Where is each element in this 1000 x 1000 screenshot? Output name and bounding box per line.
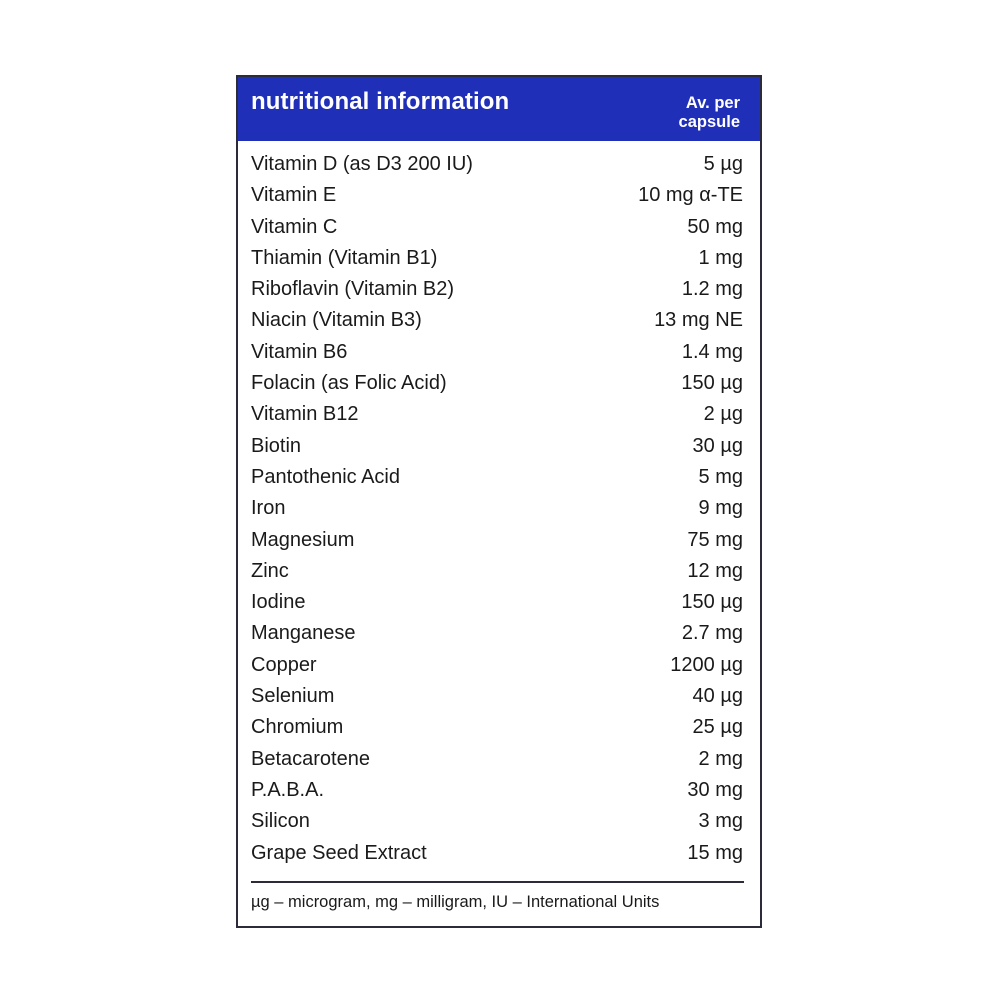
nutrient-amount: 1200 µg [670,653,743,676]
nutrient-row [251,744,743,775]
nutrient-amount: 25 µg [692,716,743,739]
nutrient-name: Betacarotene [251,747,370,770]
nutrient-name: Folacin (as Folic Acid) [251,372,447,395]
nutrient-amount: 1.2 mg [681,278,743,301]
amount-column-header-line2: capsule [678,113,740,131]
nutrient-name: Vitamin E [251,184,337,207]
nutrient-row [251,305,743,336]
nutrient-row [251,462,743,493]
nutrition-panel [236,75,762,928]
nutrient-amount: 5 mg [698,465,743,488]
nutrient-row [251,274,743,305]
nutrient-amount: 2 µg [703,403,743,426]
nutrient-row [251,587,743,618]
nutrient-amount: 9 mg [698,497,743,520]
nutrient-amount: 3 mg [698,810,743,833]
nutrient-row [251,337,743,368]
nutrient-amount: 150 µg [681,591,743,614]
nutrient-amount: 30 µg [692,434,743,457]
nutrient-name: Copper [251,653,317,676]
nutrient-name: Magnesium [251,528,355,551]
nutrient-row [251,493,743,524]
nutrient-amount: 10 mg α-TE [638,184,743,207]
nutrient-name: Silicon [251,810,310,833]
nutrient-row [251,431,743,462]
nutrient-row [251,806,743,837]
nutrient-amount: 40 µg [692,685,743,708]
nutrient-amount: 1 mg [698,246,743,269]
nutrient-row [251,368,743,399]
nutrient-row [251,838,743,869]
nutrient-name: Manganese [251,622,356,645]
nutrient-row [251,525,743,556]
panel-title: nutritional information [251,88,510,115]
nutrient-name: Grape Seed Extract [251,841,427,864]
nutrient-amount: 12 mg [687,559,743,582]
nutrient-row [251,650,743,681]
nutrient-amount: 50 mg [687,215,743,238]
nutrient-amount: 5 µg [703,153,743,175]
nutrient-name: Vitamin C [251,215,338,238]
nutrient-amount: 2 mg [698,747,743,770]
nutrient-row [251,212,743,243]
nutrient-row [251,681,743,712]
nutrient-amount: 13 mg NE [654,309,743,332]
nutrient-row [251,775,743,806]
nutrient-name: Vitamin D (as D3 200 IU) [251,153,473,175]
nutrient-name: Iodine [251,591,306,614]
nutrient-name: Niacin (Vitamin B3) [251,309,422,332]
nutrient-name: Riboflavin (Vitamin B2) [251,278,455,301]
nutrient-row [251,618,743,649]
nutrient-row [251,243,743,274]
footer-divider [251,881,744,883]
nutrient-name: Thiamin (Vitamin B1) [251,246,438,269]
nutrient-row [251,399,743,430]
nutrient-amount: 1.4 mg [681,340,743,363]
nutrient-name: Chromium [251,716,344,739]
nutrient-amount: 150 µg [681,372,743,395]
units-footnote: µg – microgram, mg – milligram, IU – International Units [251,893,660,911]
nutrient-amount: 30 mg [687,778,743,801]
nutrient-name: Vitamin B6 [251,340,348,363]
nutrient-row [251,556,743,587]
amount-column-header-line1: Av. per [685,94,740,112]
nutrient-name: Vitamin B12 [251,403,359,426]
nutrient-name: Pantothenic Acid [251,465,400,488]
nutrient-name: Biotin [251,434,302,457]
nutrient-list [251,149,743,869]
panel-header [238,77,760,141]
nutrient-row [251,712,743,743]
nutrient-name: Selenium [251,685,335,708]
nutrient-amount: 2.7 mg [681,622,743,645]
nutrient-name: Zinc [251,559,289,582]
nutrient-row [251,149,743,180]
nutrient-amount: 75 mg [687,528,743,551]
nutrient-row [251,180,743,211]
nutrient-name: P.A.B.A. [251,778,325,801]
nutrient-name: Iron [251,497,286,520]
nutrient-amount: 15 mg [687,841,743,864]
amount-column-header [630,94,740,132]
